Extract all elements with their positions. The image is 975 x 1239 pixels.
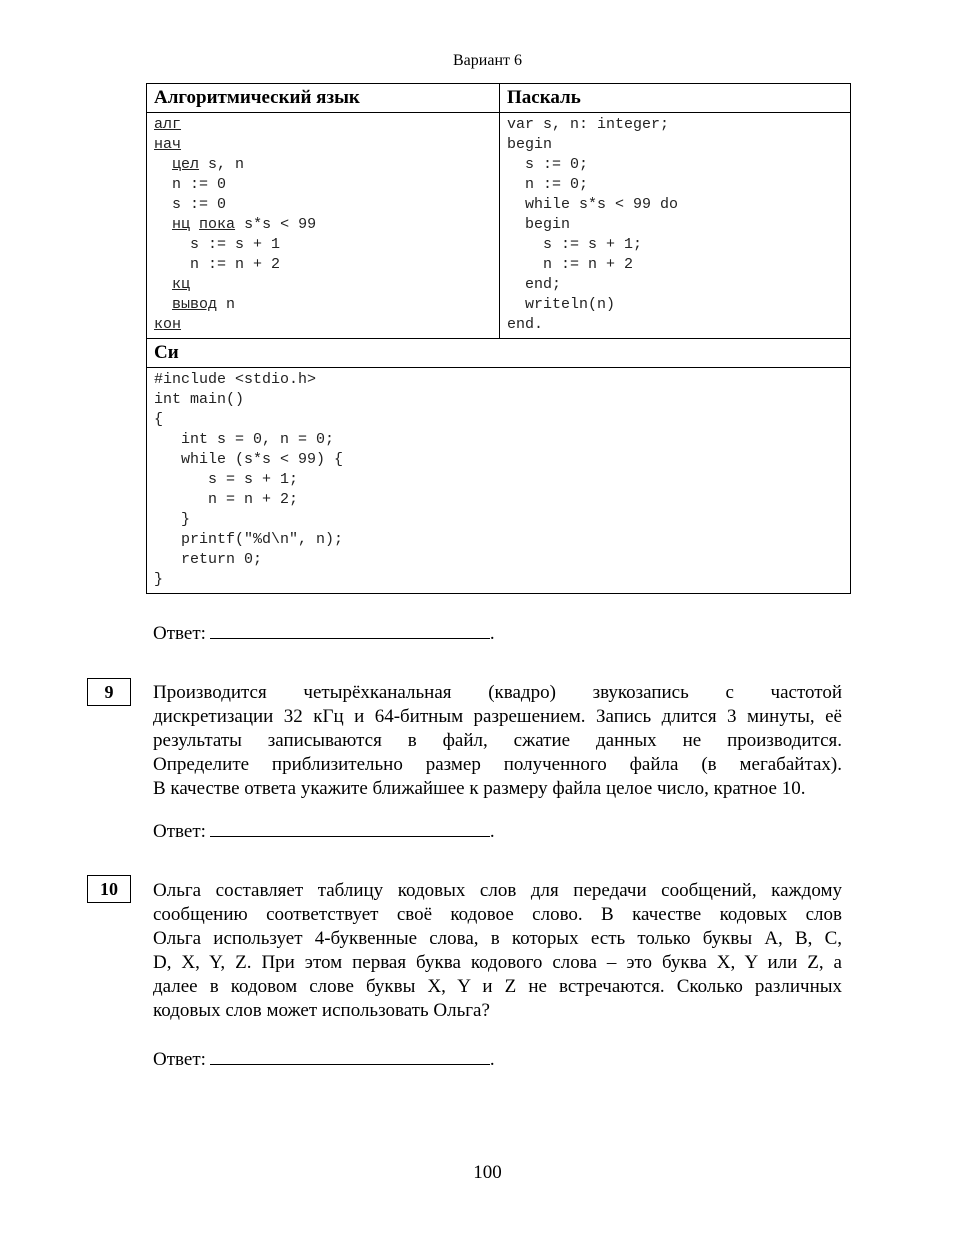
pascal-line: while s*s < 99 do — [507, 196, 679, 213]
c-line: } — [154, 571, 164, 588]
c-line: while (s*s < 99) { — [154, 451, 344, 468]
pascal-line: begin — [507, 216, 571, 233]
algo-keyword: кон — [154, 316, 182, 333]
algo-header: Алгоритмический язык — [147, 84, 500, 113]
c-line: #include <stdio.h> — [154, 371, 317, 388]
task-line: Определите приблизительно размер полученного файла (в мегабайтах). — [153, 754, 842, 775]
algo-text: n — [217, 296, 236, 313]
code-table — [146, 83, 851, 594]
task-10-text — [153, 879, 842, 1023]
pascal-code — [500, 113, 851, 339]
algo-text — [154, 216, 172, 233]
answer-line[interactable] — [210, 1046, 490, 1065]
c-line: printf("%d\n", n); — [154, 531, 344, 548]
algo-keyword: нц — [172, 216, 191, 233]
task-line: сообщению соответствует своё кодовое слово. В качестве кодовых слов — [153, 904, 842, 925]
algo-line — [154, 175, 499, 195]
answer-8 — [153, 620, 495, 645]
answer-end: . — [489, 821, 495, 842]
pascal-line: s := s + 1; — [507, 236, 643, 253]
c-line: return 0; — [154, 551, 263, 568]
task-line: результаты записываются в файл, сжатие данных не производится. — [153, 730, 842, 751]
algo-text: s := s + 1 — [154, 236, 281, 253]
pascal-line: s := 0; — [507, 156, 589, 173]
pascal-line: end; — [507, 276, 562, 293]
task-line: кодовых слов может использовать Ольга? — [153, 1000, 490, 1021]
task-number-9: 9 — [87, 678, 131, 706]
algo-line — [154, 255, 499, 275]
task-line: D, X, Y, Z. При этом первая буква кодового слова – это буква X, Y или Z, а — [153, 952, 842, 973]
answer-label: Ответ: — [153, 821, 206, 842]
task-9-text — [153, 681, 842, 801]
algo-text — [154, 296, 172, 313]
c-line: int s = 0, n = 0; — [154, 431, 335, 448]
pascal-header: Паскаль — [500, 84, 851, 113]
algo-code — [147, 113, 500, 339]
algo-text: n := n + 2 — [154, 256, 281, 273]
pascal-line: n := 0; — [507, 176, 589, 193]
answer-label: Ответ: — [153, 1049, 206, 1070]
algo-text — [154, 276, 172, 293]
algo-keyword: цел — [172, 156, 200, 173]
algo-line — [154, 235, 499, 255]
c-line: { — [154, 411, 164, 428]
algo-line — [154, 275, 499, 295]
page-number: 100 — [473, 1162, 502, 1183]
algo-line — [154, 215, 499, 235]
algo-line — [154, 155, 499, 175]
task-number-10: 10 — [87, 875, 131, 903]
algo-keyword: вывод — [172, 296, 218, 313]
algo-text: s, n — [199, 156, 245, 173]
algo-line — [154, 195, 499, 215]
answer-9 — [153, 818, 495, 843]
algo-text: n := 0 — [154, 176, 227, 193]
algo-line — [154, 115, 499, 135]
algo-line — [154, 135, 499, 155]
task-line: Производится четырёхканальная (квадро) звукозапись с частотой — [153, 682, 842, 703]
algo-text — [154, 156, 172, 173]
pascal-line: end. — [507, 316, 544, 333]
answer-end: . — [489, 1049, 495, 1070]
answer-end: . — [489, 623, 495, 644]
algo-text — [190, 216, 199, 233]
pascal-line: begin — [507, 136, 553, 153]
c-header: Си — [147, 339, 851, 368]
answer-10 — [153, 1046, 495, 1071]
algo-keyword: кц — [172, 276, 191, 293]
pascal-line: writeln(n) — [507, 296, 616, 313]
answer-line[interactable] — [210, 620, 490, 639]
algo-text: s := 0 — [154, 196, 227, 213]
variant-header: Вариант 6 — [453, 52, 522, 69]
algo-line — [154, 315, 499, 335]
task-line: далее в кодовом слове буквы X, Y и Z не встречаются. Сколько различных — [153, 976, 842, 997]
task-line: Ольга использует 4-буквенные слова, в которых есть только буквы A, B, C, — [153, 928, 842, 949]
c-line: int main() — [154, 391, 245, 408]
algo-line — [154, 295, 499, 315]
c-line: n = n + 2; — [154, 491, 299, 508]
algo-text: s*s < 99 — [235, 216, 317, 233]
task-line: В качестве ответа укажите ближайшее к размеру файла целое число, кратное 10. — [153, 778, 806, 799]
c-line: } — [154, 511, 191, 528]
answer-line[interactable] — [210, 818, 490, 837]
pascal-line: var s, n: integer; — [507, 116, 670, 133]
algo-keyword: пока — [199, 216, 236, 233]
c-line: s = s + 1; — [154, 471, 299, 488]
task-line: дискретизации 32 кГц и 64-битным разрешением. Запись длится 3 минуты, её — [153, 706, 842, 727]
pascal-line: n := n + 2 — [507, 256, 634, 273]
algo-keyword: нач — [154, 136, 182, 153]
answer-label: Ответ: — [153, 623, 206, 644]
algo-keyword: алг — [154, 116, 182, 133]
task-line: Ольга составляет таблицу кодовых слов для передачи сообщений, каждому — [153, 880, 842, 901]
c-code — [147, 368, 851, 594]
